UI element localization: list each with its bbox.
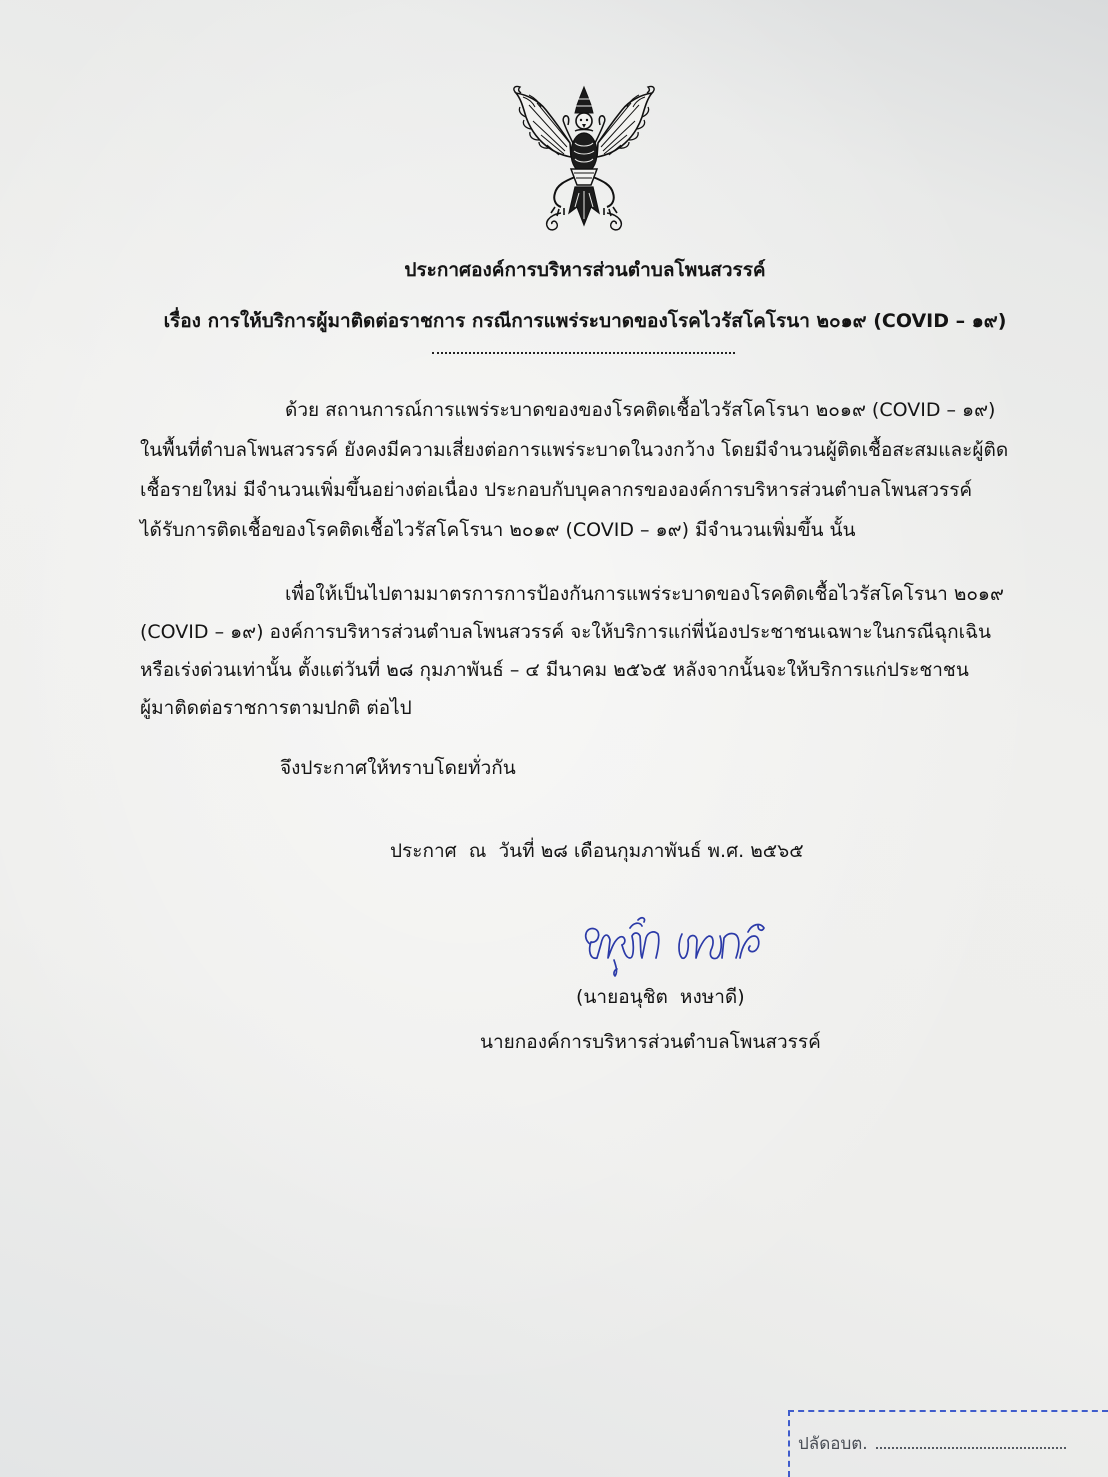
stamp-row bbox=[798, 1430, 1108, 1457]
signatory-name: (นายอนุชิต หงษาดี) bbox=[576, 986, 745, 1008]
announcement-date: ประกาศ ณ วันที่ ๒๘ เดือนกุมภาพันธ์ พ.ศ. ๒๕๖๕ bbox=[390, 840, 804, 862]
signatory-position: นายกองค์การบริหารส่วนตำบลโพนสวรรค์ bbox=[480, 1031, 821, 1053]
closing-statement: จึงประกาศให้ทราบโดยทั่วกัน bbox=[280, 757, 516, 779]
stamp-label: ปลัดอบต. bbox=[798, 1434, 868, 1454]
paragraph-closing bbox=[140, 749, 1012, 787]
handwritten-signature bbox=[578, 914, 768, 978]
paragraph-line: เชื้อรายใหม่ มีจำนวนเพิ่มขึ้นอย่างต่อเนื่อง ประกอบกับบุคลากรขององค์การบริหารส่วนตำบลโพนสวรรค์ bbox=[140, 479, 973, 501]
paragraph-line: (COVID – ๑๙) องค์การบริหารส่วนตำบลโพนสวรรค์ จะให้บริการแก่พี่น้องประชาชนเฉพาะในกรณีฉุกเฉิน bbox=[140, 621, 992, 643]
paragraph-line: ในพื้นที่ตำบลโพนสวรรค์ ยังคงมีความเสี่ยงต่อการแพร่ระบาดในวงกว้าง โดยมีจำนวนผู้ติดเชื้อสะสมและผู้ติด bbox=[140, 439, 1009, 461]
paragraph-line: เพื่อให้เป็นไปตามมาตรการการป้องกันการแพร่ระบาดของโรคติดเชื้อไวรัสโคโรนา ๒๐๑๙ bbox=[285, 583, 1004, 605]
paragraph-line: หรือเร่งด่วนเท่านั้น ตั้งแต่วันที่ ๒๘ กุมภาพันธ์ – ๔ มีนาคม ๒๕๖๕ หลังจากนั้นจะให้บริการแก่ประชาชน bbox=[140, 659, 969, 681]
paragraph-line: ได้รับการติดเชื้อของโรคติดเชื้อไวรัสโคโรนา ๒๐๑๙ (COVID – ๑๙) มีจำนวนเพิ่มขึ้น นั้น bbox=[140, 519, 856, 541]
stamp-dotted-line bbox=[876, 1447, 1066, 1449]
paragraph-situation bbox=[140, 390, 1012, 550]
approval-stamp-box bbox=[788, 1410, 1108, 1477]
paragraph-measures bbox=[140, 575, 1012, 727]
title-separator bbox=[432, 352, 735, 354]
paragraph-line: ผู้มาติดต่อราชการตามปกติ ต่อไป bbox=[140, 697, 412, 719]
garuda-emblem bbox=[509, 85, 659, 233]
announcement-title: ประกาศองค์การบริหารส่วนตำบลโพนสวรรค์ bbox=[404, 259, 766, 281]
announcement-subject: เรื่อง การให้บริการผู้มาติดต่อราชการ กรณีการแพร่ระบาดของโรคไวรัสโคโรนา ๒๐๑๙ (COVID – ๑๙) bbox=[163, 310, 1007, 332]
paragraph-line: ด้วย สถานการณ์การแพร่ระบาดของของโรคติดเชื้อไวรัสโคโรนา ๒๐๑๙ (COVID – ๑๙) bbox=[285, 399, 996, 421]
